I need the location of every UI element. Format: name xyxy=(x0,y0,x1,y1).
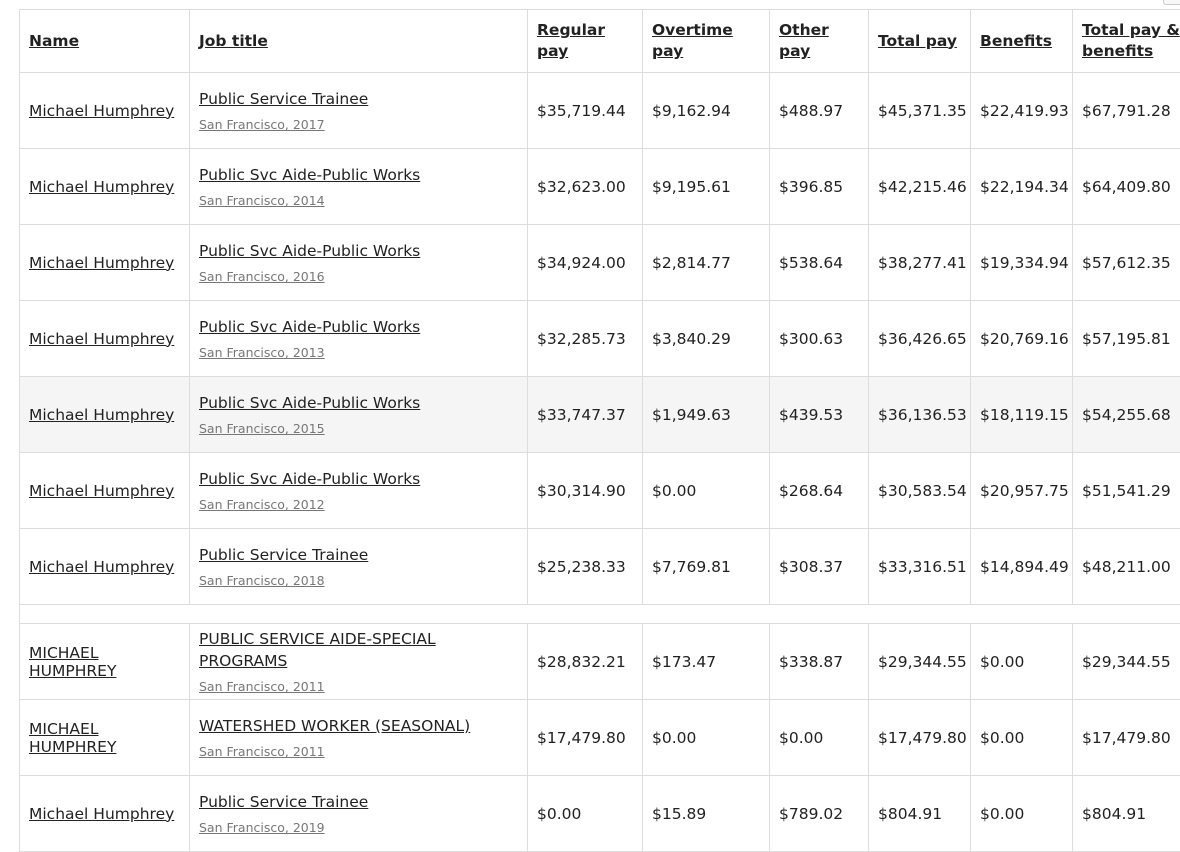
sort-total-pay-benefits-link[interactable]: Total pay & benefits xyxy=(1082,21,1180,60)
other-pay-cell: $300.63 xyxy=(770,301,869,377)
table-row xyxy=(20,73,1180,149)
benefits-cell: $22,194.34 xyxy=(971,149,1073,225)
benefits-cell: $0.00 xyxy=(971,776,1073,852)
job-cell xyxy=(190,529,528,605)
benefits-cell: $19,334.94 xyxy=(971,225,1073,301)
employee-name-link[interactable]: Michael Humphrey xyxy=(29,558,174,576)
name-cell xyxy=(20,776,190,852)
job-title-link[interactable]: Public Svc Aide-Public Works xyxy=(199,394,420,412)
name-cell xyxy=(20,301,190,377)
header-name[interactable] xyxy=(20,10,190,73)
name-cell xyxy=(20,453,190,529)
other-pay-cell: $338.87 xyxy=(770,624,869,700)
table-row xyxy=(20,149,1180,225)
regular-pay-cell: $35,719.44 xyxy=(528,73,643,149)
table-row xyxy=(20,624,1180,700)
location-year-link[interactable]: San Francisco, 2019 xyxy=(199,820,325,835)
other-pay-cell: $488.97 xyxy=(770,73,869,149)
location-year-link[interactable]: San Francisco, 2014 xyxy=(199,193,325,208)
overtime-pay-cell: $3,840.29 xyxy=(643,301,770,377)
sort-other-pay-link[interactable]: Other pay xyxy=(779,21,829,60)
job-title-link[interactable]: WATERSHED WORKER (SEASONAL) xyxy=(199,717,470,735)
job-title-link[interactable]: Public Svc Aide-Public Works xyxy=(199,242,420,260)
header-total-pay-benefits[interactable] xyxy=(1073,10,1180,73)
table-row xyxy=(20,225,1180,301)
name-cell xyxy=(20,624,190,700)
regular-pay-cell: $30,314.90 xyxy=(528,453,643,529)
total-pay-cell: $17,479.80 xyxy=(869,700,971,776)
total-pay-cell: $45,371.35 xyxy=(869,73,971,149)
job-cell xyxy=(190,377,528,453)
job-title-link[interactable]: PUBLIC SERVICE AIDE-SPECIAL PROGRAMS xyxy=(199,630,436,670)
benefits-cell: $14,894.49 xyxy=(971,529,1073,605)
table-row xyxy=(20,301,1180,377)
employee-name-link[interactable]: MICHAEL HUMPHREY xyxy=(29,720,116,756)
total-pay-benefits-cell: $804.91 xyxy=(1073,776,1180,852)
total-pay-benefits-cell: $51,541.29 xyxy=(1073,453,1180,529)
employee-name-link[interactable]: Michael Humphrey xyxy=(29,178,174,196)
job-cell xyxy=(190,776,528,852)
total-pay-benefits-cell: $57,195.81 xyxy=(1073,301,1180,377)
header-regular-pay[interactable] xyxy=(528,10,643,73)
total-pay-cell: $29,344.55 xyxy=(869,624,971,700)
total-pay-cell: $30,583.54 xyxy=(869,453,971,529)
total-pay-cell: $804.91 xyxy=(869,776,971,852)
other-pay-cell: $308.37 xyxy=(770,529,869,605)
employee-name-link[interactable]: Michael Humphrey xyxy=(29,482,174,500)
name-cell xyxy=(20,73,190,149)
table-row xyxy=(20,700,1180,776)
location-year-link[interactable]: San Francisco, 2012 xyxy=(199,497,325,512)
total-pay-cell: $36,136.53 xyxy=(869,377,971,453)
overtime-pay-cell: $15.89 xyxy=(643,776,770,852)
header-other-pay[interactable] xyxy=(770,10,869,73)
salary-table xyxy=(19,9,1180,852)
location-year-link[interactable]: San Francisco, 2017 xyxy=(199,117,325,132)
regular-pay-cell: $34,924.00 xyxy=(528,225,643,301)
regular-pay-cell: $33,747.37 xyxy=(528,377,643,453)
job-cell xyxy=(190,700,528,776)
job-cell xyxy=(190,301,528,377)
sort-job-title-link[interactable]: Job title xyxy=(199,32,268,50)
total-pay-cell: $42,215.46 xyxy=(869,149,971,225)
location-year-link[interactable]: San Francisco, 2013 xyxy=(199,345,325,360)
regular-pay-cell: $25,238.33 xyxy=(528,529,643,605)
other-pay-cell: $789.02 xyxy=(770,776,869,852)
table-row xyxy=(20,529,1180,605)
spacer-row xyxy=(20,605,1180,624)
employee-name-link[interactable]: Michael Humphrey xyxy=(29,102,174,120)
other-pay-cell: $268.64 xyxy=(770,453,869,529)
overtime-pay-cell: $9,195.61 xyxy=(643,149,770,225)
header-total-pay[interactable] xyxy=(869,10,971,73)
benefits-cell: $20,769.16 xyxy=(971,301,1073,377)
job-cell xyxy=(190,624,528,700)
table-row xyxy=(20,377,1180,453)
other-pay-cell: $439.53 xyxy=(770,377,869,453)
overtime-pay-cell: $1,949.63 xyxy=(643,377,770,453)
salary-table-container xyxy=(19,9,1180,852)
total-pay-benefits-cell: $54,255.68 xyxy=(1073,377,1180,453)
table-row xyxy=(20,776,1180,852)
total-pay-benefits-cell: $57,612.35 xyxy=(1073,225,1180,301)
regular-pay-cell: $28,832.21 xyxy=(528,624,643,700)
sort-overtime-pay-link[interactable]: Overtime pay xyxy=(652,21,733,60)
other-pay-cell: $0.00 xyxy=(770,700,869,776)
job-title-link[interactable]: Public Svc Aide-Public Works xyxy=(199,166,420,184)
spacer-cell xyxy=(20,605,1180,624)
overtime-pay-cell: $0.00 xyxy=(643,700,770,776)
location-year-link[interactable]: San Francisco, 2011 xyxy=(199,744,325,759)
regular-pay-cell: $32,285.73 xyxy=(528,301,643,377)
total-pay-benefits-cell: $64,409.80 xyxy=(1073,149,1180,225)
employee-name-link[interactable]: MICHAEL HUMPHREY xyxy=(29,644,116,680)
name-cell xyxy=(20,225,190,301)
corner-tab-button[interactable] xyxy=(1163,0,1180,5)
sort-regular-pay-link[interactable]: Regular pay xyxy=(537,21,605,60)
job-title-link[interactable]: Public Service Trainee xyxy=(199,90,368,108)
overtime-pay-cell: $2,814.77 xyxy=(643,225,770,301)
total-pay-benefits-cell: $17,479.80 xyxy=(1073,700,1180,776)
job-cell xyxy=(190,149,528,225)
sort-total-pay-link[interactable]: Total pay xyxy=(878,32,957,50)
other-pay-cell: $538.64 xyxy=(770,225,869,301)
total-pay-cell: $36,426.65 xyxy=(869,301,971,377)
overtime-pay-cell: $9,162.94 xyxy=(643,73,770,149)
benefits-cell: $0.00 xyxy=(971,624,1073,700)
job-title-link[interactable]: Public Svc Aide-Public Works xyxy=(199,470,420,488)
overtime-pay-cell: $7,769.81 xyxy=(643,529,770,605)
total-pay-benefits-cell: $48,211.00 xyxy=(1073,529,1180,605)
total-pay-cell: $38,277.41 xyxy=(869,225,971,301)
location-year-link[interactable]: San Francisco, 2018 xyxy=(199,573,325,588)
overtime-pay-cell: $0.00 xyxy=(643,453,770,529)
benefits-cell: $22,419.93 xyxy=(971,73,1073,149)
benefits-cell: $20,957.75 xyxy=(971,453,1073,529)
sort-name-link[interactable]: Name xyxy=(29,32,79,50)
name-cell xyxy=(20,149,190,225)
total-pay-benefits-cell: $67,791.28 xyxy=(1073,73,1180,149)
job-title-link[interactable]: Public Svc Aide-Public Works xyxy=(199,318,420,336)
benefits-cell: $18,119.15 xyxy=(971,377,1073,453)
employee-name-link[interactable]: Michael Humphrey xyxy=(29,254,174,272)
name-cell xyxy=(20,529,190,605)
header-row xyxy=(20,10,1180,73)
header-benefits[interactable] xyxy=(971,10,1073,73)
total-pay-benefits-cell: $29,344.55 xyxy=(1073,624,1180,700)
job-title-link[interactable]: Public Service Trainee xyxy=(199,793,368,811)
overtime-pay-cell: $173.47 xyxy=(643,624,770,700)
sort-benefits-link[interactable]: Benefits xyxy=(980,32,1052,50)
regular-pay-cell: $17,479.80 xyxy=(528,700,643,776)
employee-name-link[interactable]: Michael Humphrey xyxy=(29,330,174,348)
name-cell xyxy=(20,700,190,776)
regular-pay-cell: $0.00 xyxy=(528,776,643,852)
job-cell xyxy=(190,453,528,529)
header-job-title[interactable] xyxy=(190,10,528,73)
total-pay-cell: $33,316.51 xyxy=(869,529,971,605)
job-title-link[interactable]: Public Service Trainee xyxy=(199,546,368,564)
benefits-cell: $0.00 xyxy=(971,700,1073,776)
job-cell xyxy=(190,225,528,301)
employee-name-link[interactable]: Michael Humphrey xyxy=(29,406,174,424)
table-row xyxy=(20,453,1180,529)
header-overtime-pay[interactable] xyxy=(643,10,770,73)
regular-pay-cell: $32,623.00 xyxy=(528,149,643,225)
location-year-link[interactable]: San Francisco, 2016 xyxy=(199,269,325,284)
job-cell xyxy=(190,73,528,149)
name-cell xyxy=(20,377,190,453)
location-year-link[interactable]: San Francisco, 2015 xyxy=(199,421,325,436)
table-body xyxy=(20,73,1180,852)
location-year-link[interactable]: San Francisco, 2011 xyxy=(199,679,325,694)
other-pay-cell: $396.85 xyxy=(770,149,869,225)
employee-name-link[interactable]: Michael Humphrey xyxy=(29,805,174,823)
